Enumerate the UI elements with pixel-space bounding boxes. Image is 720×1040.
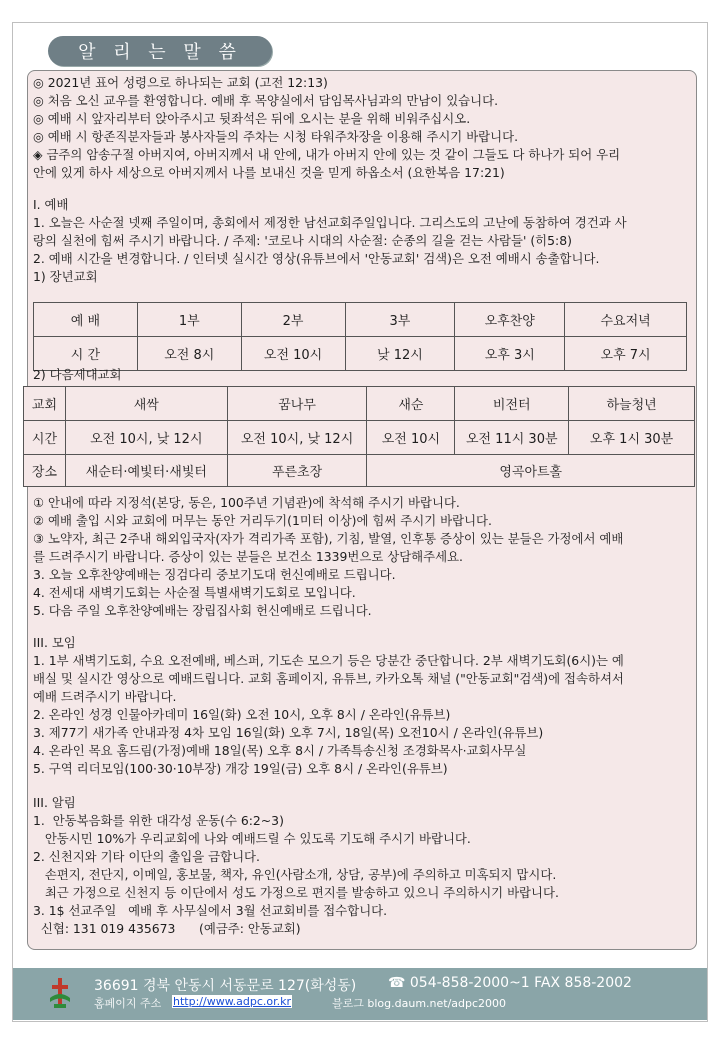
worship-line: 랑의 실천에 힘써 주시기 바랍니다. / 주제: '코로나 시대의 사순절: 순종의 길을 걷는 사람들' (히5:8) xyxy=(33,233,572,248)
table-header-cell: 하늘청년 xyxy=(569,387,695,421)
table-cell: 새순터·예빛터·새빛터 xyxy=(65,455,227,487)
worship-line: 1. 오늘은 사순절 넷째 주일이며, 총회에서 제정한 남선교회주일입니다. 그리스도의 고난에 동참하여 경건과 사 xyxy=(33,215,627,230)
notice-line: 3. 1$ 선교주일 예배 후 사무실에서 3월 선교회비를 접수합니다. xyxy=(33,903,388,918)
table-cell: 오전 11시 30분 xyxy=(455,421,569,455)
table-cell: 오전 10시, 낮 12시 xyxy=(227,421,367,455)
table-cell: 오전 10시 xyxy=(241,337,345,371)
notice-line: 1. 안동복음화를 위한 대각성 운동(수 6:2~3) xyxy=(33,813,284,828)
table-header-cell: 새싹 xyxy=(65,387,227,421)
footer-phone: ☎ 054-858-2000~1 FAX 858-2002 xyxy=(388,975,632,991)
table-header-cell: 2부 xyxy=(241,303,345,337)
meeting-line: 배실 및 실시간 영상으로 예배드립니다. 교회 홈페이지, 유튜브, 카카오톡 채널 ("안동교회"검색)에 접속하셔서 xyxy=(33,671,624,686)
table-header-cell: 오후찬양 xyxy=(455,303,565,337)
adult-worship-table xyxy=(33,302,687,371)
table-header-cell: 새순 xyxy=(367,387,455,421)
footer-address: 36691 경북 안동시 서동문로 127(화성동) xyxy=(94,978,357,994)
meeting-line: 1. 1부 새벽기도회, 수요 오전예배, 베스퍼, 기도손 모으기 등은 당분간 중단합니다. 2부 새벽기도회(6시)는 예 xyxy=(33,653,624,668)
guide-line: 를 드려주시기 바랍니다. 증상이 있는 분들은 보건소 1339번으로 상담해주세요. xyxy=(33,549,463,564)
intro-line: ◎ 예배 시 앞자리부터 앉아주시고 뒷좌석은 뒤에 오시는 분을 위해 비워주십시오. xyxy=(33,111,471,126)
intro-line: ◎ 2021년 표어 성령으로 하나되는 교회 (고전 12:13) xyxy=(33,75,328,90)
table-cell: 오후 3시 xyxy=(455,337,565,371)
notice-line: 안동시민 10%가 우리교회에 나와 예배드릴 수 있도록 기도해 주시기 바랍니다. xyxy=(33,831,471,846)
guide-line: 3. 오늘 오후찬양예배는 징검다리 중보기도대 헌신예배로 드립니다. xyxy=(33,567,396,582)
meeting-line: 5. 구역 리더모임(100·30·10부장) 개강 19일(금) 오후 8시 / 온라인(유튜브) xyxy=(33,761,448,776)
table-cell: 오후 7시 xyxy=(565,337,687,371)
section-heading-meetings: III. 모임 xyxy=(33,635,76,650)
worship-line: 2. 예배 시간을 변경합니다. / 인터넷 실시간 영상(유튜브에서 '안동교회' 검색)은 오전 예배시 송출합니다. xyxy=(33,251,600,266)
table-cell: 푸른초장 xyxy=(227,455,367,487)
table-cell: 오후 1시 30분 xyxy=(569,421,695,455)
footer-blog: 블로그 blog.daum.net/adpc2000 xyxy=(332,997,507,1010)
meeting-line: 예배 드려주시기 바랍니다. xyxy=(33,689,177,704)
meeting-line: 3. 제77기 새가족 안내과정 4차 모임 16일(화) 오후 7시, 18일(목) 오전10시 / 온라인(유튜브) xyxy=(33,725,544,740)
memory-verse-line: 안에 있게 하사 세상으로 아버지께서 나를 보내신 것을 믿게 하옵소서 (요한복음 17:21) xyxy=(33,165,505,180)
intro-line: ◎ 예배 시 항존직분자들과 봉사자들의 주차는 시청 타워주차장을 이용해 주시기 바랍니다. xyxy=(33,129,519,144)
section-heading-worship: I. 예배 xyxy=(33,197,69,212)
notice-line: 최근 가정으로 신천지 등 이단에서 성도 가정으로 편지를 발송하고 있으니 주의하시기 바랍니다. xyxy=(33,885,559,900)
notice-line: 2. 신천지와 기타 이단의 출입을 금합니다. xyxy=(33,849,260,864)
meeting-line: 4. 온라인 목요 홈드림(가정)예배 18일(목) 오후 8시 / 가족특송신청 조경화목사·교회사무실 xyxy=(33,743,527,758)
account-info: 신협: 131 019 435673 (예금주: 안동교회) xyxy=(33,921,301,936)
table-cell: 시간 xyxy=(24,421,66,455)
guide-line: ② 예배 출입 시와 교회에 머무는 동안 거리두기(1미터 이상)에 힘써 주시기 바랍니다. xyxy=(33,513,492,528)
footer-homepage-label: 홈페이지 주소 xyxy=(94,997,162,1010)
notice-line: 손편지, 전단지, 이메일, 홍보물, 책자, 유인(사람소개, 상담, 공부)에 주의하고 미혹되지 맙시다. xyxy=(33,867,557,882)
page-title: 알 리 는 말 씀 xyxy=(48,36,272,66)
table-cell: 낮 12시 xyxy=(345,337,455,371)
table-header-cell: 예 배 xyxy=(34,303,138,337)
guide-line: 4. 전세대 새벽기도회는 사순절 특별새벽기도회로 모입니다. xyxy=(33,585,356,600)
meeting-line: 2. 온라인 성경 인물아카데미 16일(화) 오전 10시, 오후 8시 / 온라인(유튜브) xyxy=(33,707,451,722)
guide-line: ① 안내에 따라 지정석(본당, 동은, 100주년 기념관)에 착석해 주시기 바랍니다. xyxy=(33,495,460,510)
intro-line: ◎ 처음 오신 교우를 환영합니다. 예배 후 목양실에서 담임목사님과의 만남이 있습니다. xyxy=(33,93,499,108)
table-cell: 시 간 xyxy=(34,337,138,371)
adult-church-label: 1) 장년교회 xyxy=(33,269,98,284)
table-cell: 장소 xyxy=(24,455,66,487)
table-cell: 영곡아트홀 xyxy=(367,455,695,487)
table-cell: 오전 10시, 낮 12시 xyxy=(65,421,227,455)
homepage-link[interactable]: http://www.adpc.or.kr xyxy=(173,995,292,1008)
table-header-cell: 비전터 xyxy=(455,387,569,421)
table-header-cell: 수요저녁 xyxy=(565,303,687,337)
table-header-cell: 교회 xyxy=(24,387,66,421)
table-cell: 오전 8시 xyxy=(137,337,241,371)
guide-line: 5. 다음 주일 오후찬양예배는 장립집사회 헌신예배로 드립니다. xyxy=(33,603,372,618)
church-logo-icon xyxy=(48,976,72,1010)
table-cell: 오전 10시 xyxy=(367,421,455,455)
table-header-cell: 1부 xyxy=(137,303,241,337)
next-gen-label: 2) 다음세대교회 xyxy=(33,367,122,382)
memory-verse-line: ◈ 금주의 암송구절 아버지여, 아버지께서 내 안에, 내가 아버지 안에 있는 것 같이 그들도 다 하나가 되어 우리 xyxy=(33,147,621,162)
guide-line: ③ 노약자, 최근 2주내 해외입국자(자가 격리가족 포함), 기침, 발열, 인후통 증상이 있는 분들은 가정에서 예배 xyxy=(33,531,624,546)
table-header-cell: 꿈나무 xyxy=(227,387,367,421)
section-heading-notices: III. 알림 xyxy=(33,795,76,810)
next-gen-table xyxy=(23,386,695,487)
table-header-cell: 3부 xyxy=(345,303,455,337)
